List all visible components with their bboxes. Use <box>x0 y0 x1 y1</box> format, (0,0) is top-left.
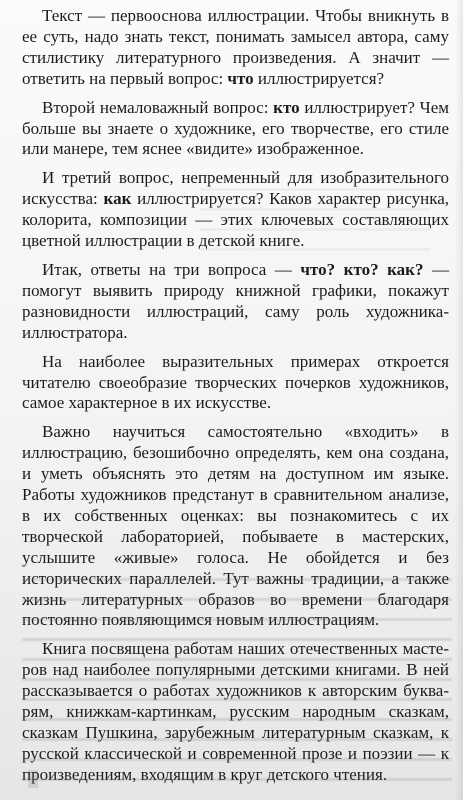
paragraph-3-end: иллюстрируется? Каков характер рисунка, колорита, композиции — этих ключевых составляющих цветной иллюстрации в детской книге. <box>22 189 449 251</box>
paragraph-6 <box>22 422 449 631</box>
body-text <box>22 6 449 794</box>
paragraph-4-text: Итак, ответы на три вопроса — <box>42 259 301 279</box>
emphasis-three-questions: что? кто? как? <box>300 259 424 279</box>
paragraph-3 <box>22 168 449 252</box>
paragraph-7 <box>22 639 449 785</box>
paragraph-1-text: Текст — первооснова иллюстрации. Чтобы вникнуть в ее суть, надо знать текст, понимать замысел автора, саму стилистику литературного произведения. А значит — ответить на первый вопрос: <box>22 6 449 88</box>
paragraph-2 <box>22 98 449 161</box>
page-edge-shadow <box>455 0 463 800</box>
paragraph-2-text: Второй немаловажный вопрос: <box>42 97 274 117</box>
paragraph-6-text: Важно научиться самостоятельно «входить» в иллюстрацию, безошибочно определять, кем она создана, и уметь объяснять это детям на доступном им языке. Работы художников предстанут в сравнительном анализе, в их собственных оценках: вы познакомитесь с их творческой лабораторией, побываете в мастерских, услышите «живые» голоса. Не обойдется и без исторических параллелей. Тут важны традиции, а также жизнь литературных образов во времени благодаря постоянно появляющимся новым иллюстрациям. <box>22 422 449 630</box>
emphasis-how: как <box>103 189 132 209</box>
paragraph-5 <box>22 352 449 415</box>
emphasis-what: что <box>227 68 254 88</box>
paragraph-1 <box>22 6 449 90</box>
paragraph-7-text: Книга посвящена работам наших отечественных мастеров над наиболее популярными детскими книгами. В ней рассказывается о работах художников к авторским букварям, книжкам-картинкам, русским народным сказкам, сказкам Пушкина, зарубежным литературным сказкам, к русской классической и современной прозе и поэзии — к произведениям, входящим в круг детского чтения. <box>22 639 449 784</box>
paragraph-5-text: На наиболее выразительных примерах откроется читателю своеобразие творческих почерков художников, самое характерное в их искусстве. <box>22 351 449 413</box>
paragraph-2-end: иллюстрирует? Чем больше вы знаете о художнике, его творчестве, его стиле или манере, тем яснее «видите» изображенное. <box>22 97 449 159</box>
paragraph-3-text: И третий вопрос, непременный для изобразительного искусства: <box>22 168 449 209</box>
paragraph-4-end: — помогут выявить природу книжной графики, покажут разновидности иллюстраций, саму роль художника-иллюстратора. <box>22 259 449 342</box>
emphasis-who: кто <box>273 97 300 117</box>
paragraph-1-end: иллюстрируется? <box>253 68 385 88</box>
paragraph-4 <box>22 260 449 344</box>
